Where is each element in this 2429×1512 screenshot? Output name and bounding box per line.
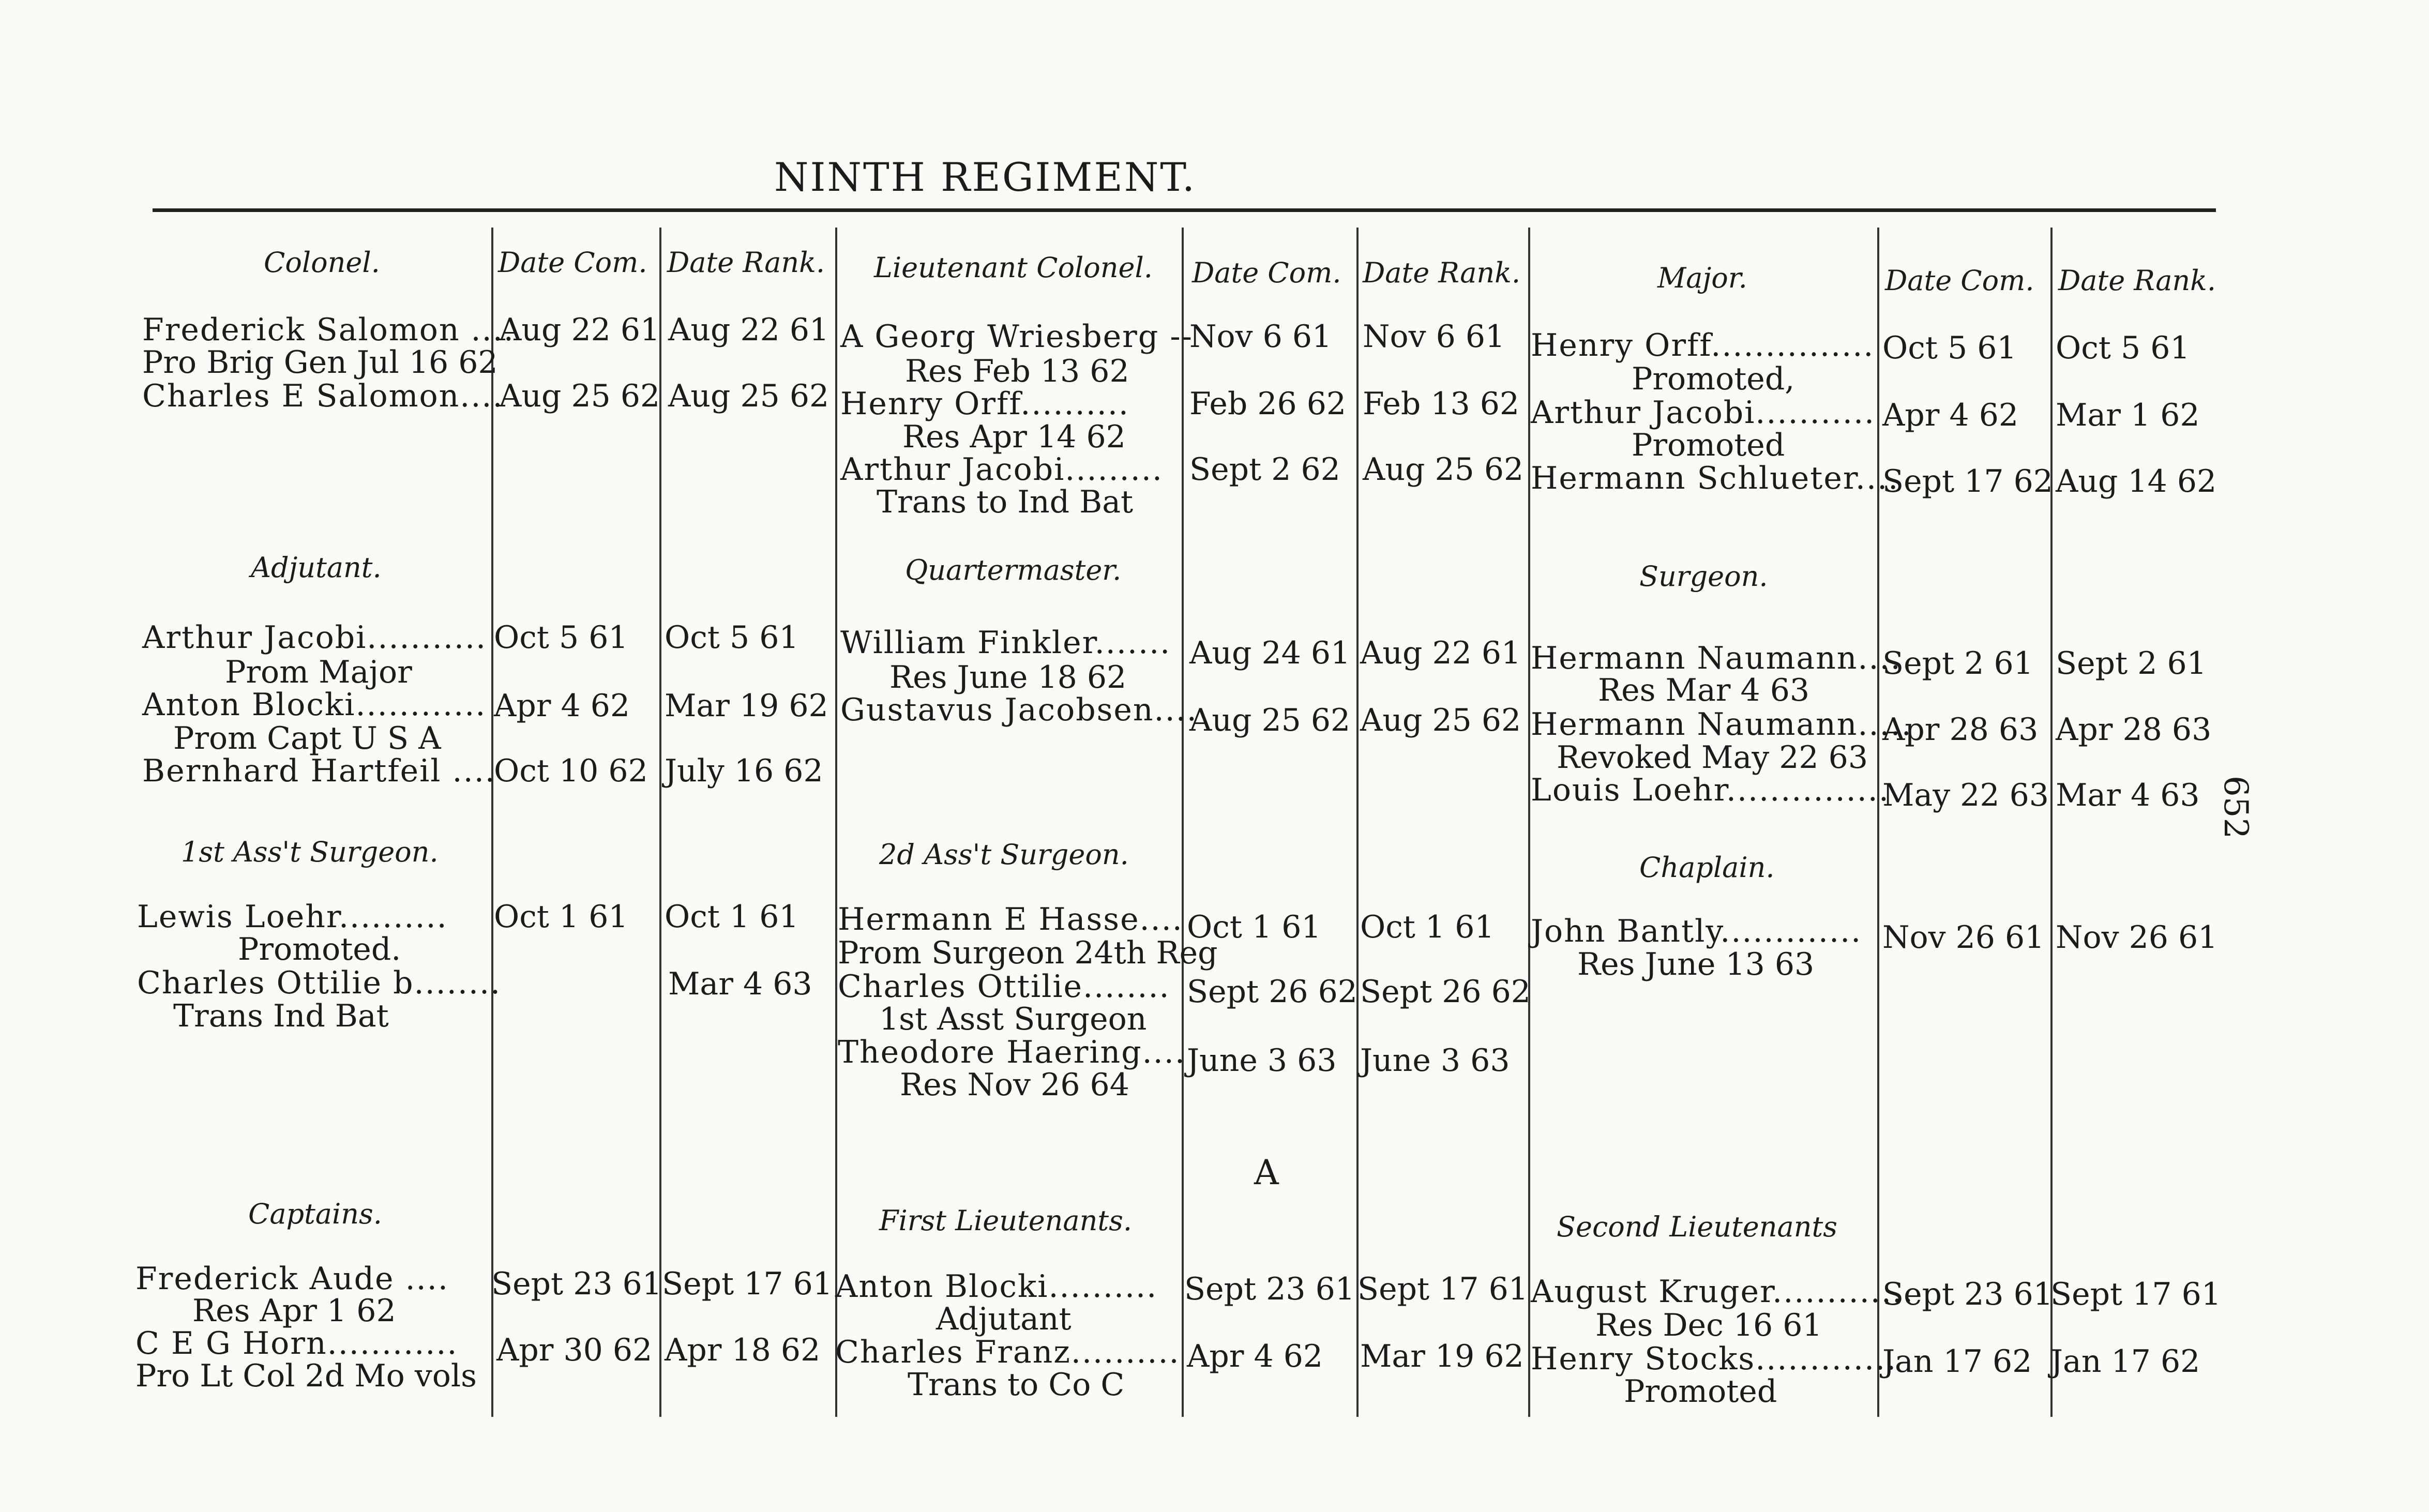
second-lieutenant-note: Res Dec 16 61: [1595, 1307, 1822, 1343]
date-com: Sept 23 61: [491, 1266, 662, 1302]
header-adjutant: Adjutant.: [251, 551, 382, 584]
date-com: Oct 10 62: [494, 753, 648, 789]
date-rank: Mar 4 63: [668, 966, 812, 1002]
lt-colonel-name: Arthur Jacobi.........: [840, 451, 1163, 488]
date-com: Oct 1 61: [1187, 909, 1321, 945]
header-date-com: Date Com.: [498, 246, 647, 279]
date-rank: Oct 1 61: [1360, 909, 1495, 945]
column-rule: [835, 228, 837, 1417]
column-rule: [2050, 228, 2053, 1417]
lt-colonel-note: Res Feb 13 62: [905, 353, 1129, 389]
date-rank: Oct 5 61: [2056, 330, 2190, 366]
date-com: Sept 26 62: [1187, 974, 1357, 1010]
header-colonel: Colonel.: [264, 246, 380, 279]
date-com: Nov 26 61: [1882, 919, 2045, 956]
quartermaster-note: Res June 18 62: [889, 659, 1127, 695]
date-rank: Aug 25 62: [1360, 702, 1521, 738]
header-quartermaster: Quartermaster.: [905, 554, 1122, 586]
date-rank: Aug 22 61: [1360, 635, 1521, 671]
quartermaster-name: William Finkler.......: [840, 625, 1171, 661]
first-lieutenant-name: Charles Franz..........: [835, 1334, 1180, 1370]
major-name: Henry Orff...............: [1531, 327, 1875, 364]
major-note: Promoted,: [1632, 361, 1795, 397]
date-rank: July 16 62: [665, 753, 823, 789]
lt-colonel-name: A Georg Wriesberg --: [840, 319, 1193, 355]
first-asst-surgeon-note: Trans Ind Bat: [173, 998, 389, 1034]
date-com: Nov 6 61: [1189, 319, 1332, 355]
date-rank: Nov 26 61: [2056, 919, 2218, 956]
second-lieutenant-name: August Kruger.............: [1531, 1274, 1914, 1310]
date-rank: Apr 18 62: [665, 1332, 821, 1368]
date-com: Sept 23 61: [1882, 1276, 2053, 1312]
date-rank: Mar 1 62: [2056, 397, 2200, 433]
first-asst-surgeon-name: Lewis Loehr..........: [137, 899, 448, 935]
date-rank: Aug 25 62: [668, 378, 829, 414]
header-date-com: Date Com.: [1885, 264, 2034, 297]
date-com: May 22 63: [1882, 777, 2049, 813]
company-letter: A: [1254, 1153, 1279, 1192]
second-asst-surgeon-name: Theodore Haering....: [838, 1034, 1186, 1070]
second-asst-surgeon-note: Res Nov 26 64: [900, 1067, 1129, 1103]
captain-note: Pro Lt Col 2d Mo vols: [135, 1358, 477, 1394]
colonel-name: Charles E Salomon....: [142, 378, 504, 414]
page-number: 652: [2216, 776, 2255, 839]
header-first-asst-surgeon: 1st Ass't Surgeon.: [181, 836, 439, 868]
header-second-asst-surgeon: 2d Ass't Surgeon.: [879, 838, 1129, 871]
header-chaplain: Chaplain.: [1639, 851, 1775, 884]
adjutant-name: Anton Blocki............: [142, 687, 487, 723]
major-name: Hermann Schlueter....: [1531, 460, 1899, 496]
lt-colonel-note: Res Apr 14 62: [902, 419, 1126, 455]
header-date-rank: Date Rank.: [1363, 256, 1521, 289]
adjutant-name: Arthur Jacobi...........: [142, 619, 487, 656]
second-asst-surgeon-name: Hermann E Hasse....: [838, 901, 1183, 938]
date-rank: Sept 17 61: [662, 1266, 833, 1302]
surgeon-name: Louis Loehr...............: [1531, 772, 1890, 808]
colonel-note: Pro Brig Gen Jul 16 62: [142, 344, 498, 381]
date-com: Apr 4 62: [1882, 397, 2019, 433]
date-com: Apr 4 62: [1187, 1338, 1323, 1374]
date-com: Sept 17 62: [1882, 463, 2053, 500]
captain-note: Res Apr 1 62: [192, 1293, 396, 1329]
header-lieutenant-colonel: Lieutenant Colonel.: [874, 251, 1153, 284]
date-com: Apr 4 62: [494, 688, 630, 724]
surgeon-name: Hermann Naumann.....: [1531, 706, 1912, 743]
second-lieutenant-note: Promoted: [1624, 1373, 1777, 1410]
header-date-com: Date Com.: [1192, 256, 1341, 289]
date-com: Aug 25 62: [499, 378, 660, 414]
date-com: June 3 63: [1187, 1042, 1337, 1079]
date-rank: Sept 26 62: [1360, 974, 1531, 1010]
date-rank: Sept 2 61: [2056, 645, 2207, 682]
header-date-rank: Date Rank.: [667, 246, 825, 279]
adjutant-note: Prom Major: [225, 654, 412, 690]
column-rule: [1356, 228, 1359, 1417]
column-rule: [1877, 228, 1879, 1417]
first-lieutenant-note: Trans to Co C: [908, 1367, 1125, 1403]
date-com: Aug 25 62: [1189, 702, 1351, 738]
header-first-lieutenants: First Lieutenants.: [879, 1204, 1132, 1237]
captain-name: C E G Horn............: [135, 1325, 458, 1362]
date-com: Oct 5 61: [494, 619, 628, 656]
date-com: Aug 22 61: [499, 312, 660, 348]
date-rank: Sept 17 61: [1357, 1271, 1528, 1307]
quartermaster-name: Gustavus Jacobsen....: [840, 692, 1198, 728]
date-com: Aug 24 61: [1189, 635, 1351, 671]
date-rank: Mar 19 62: [1360, 1338, 1524, 1374]
major-note: Promoted: [1632, 427, 1785, 463]
header-captains: Captains.: [248, 1198, 382, 1230]
date-rank: Mar 4 63: [2056, 777, 2200, 813]
date-rank: Aug 22 61: [668, 312, 829, 348]
adjutant-note: Prom Capt U S A: [173, 720, 441, 757]
second-asst-surgeon-name: Charles Ottilie........: [838, 969, 1170, 1005]
date-com: Apr 30 62: [496, 1332, 653, 1368]
header-date-rank: Date Rank.: [2058, 264, 2216, 297]
date-rank: Oct 5 61: [665, 619, 799, 656]
adjutant-name: Bernhard Hartfeil ....: [142, 753, 496, 789]
date-com: Oct 1 61: [494, 899, 628, 935]
date-com: Jan 17 62: [1882, 1343, 2032, 1380]
first-lieutenant-name: Anton Blocki..........: [835, 1268, 1158, 1305]
first-asst-surgeon-name: Charles Ottilie b........: [137, 965, 502, 1001]
date-com: Feb 26 62: [1189, 386, 1347, 422]
header-second-lieutenants: Second Lieutenants: [1557, 1211, 1837, 1243]
date-com: Apr 28 63: [1882, 712, 2039, 748]
surgeon-name: Hermann Naumann....: [1531, 640, 1902, 676]
second-asst-surgeon-note: 1st Asst Surgeon: [879, 1001, 1147, 1037]
first-lieutenant-note: Adjutant: [936, 1301, 1072, 1337]
captain-name: Frederick Aude ....: [135, 1261, 449, 1297]
date-com: Oct 5 61: [1882, 330, 2017, 366]
date-rank: Sept 17 61: [2050, 1276, 2221, 1312]
first-asst-surgeon-note: Promoted.: [238, 931, 401, 967]
date-rank: Apr 28 63: [2056, 712, 2212, 748]
date-rank: Aug 25 62: [1363, 451, 1524, 488]
title-rule: [153, 208, 2216, 212]
page-title: NINTH REGIMENT.: [774, 154, 1197, 200]
surgeon-note: Revoked May 22 63: [1557, 739, 1868, 776]
date-rank: Nov 6 61: [1363, 319, 1505, 355]
lt-colonel-name: Henry Orff..........: [840, 386, 1129, 422]
lt-colonel-note: Trans to Ind Bat: [877, 484, 1134, 520]
date-com: Sept 2 61: [1882, 645, 2033, 682]
colonel-name: Frederick Salomon ....: [142, 312, 515, 348]
surgeon-note: Res Mar 4 63: [1598, 672, 1810, 708]
second-asst-surgeon-note: Prom Surgeon 24th Reg: [838, 935, 1218, 971]
date-rank: Jan 17 62: [2050, 1343, 2200, 1380]
header-surgeon: Surgeon.: [1639, 560, 1768, 593]
second-lieutenant-name: Henry Stocks.............: [1531, 1341, 1897, 1377]
date-rank: Oct 1 61: [665, 899, 799, 935]
date-rank: Aug 14 62: [2056, 463, 2217, 500]
date-com: Sept 23 61: [1184, 1271, 1355, 1307]
date-rank: Feb 13 62: [1363, 386, 1520, 422]
header-major: Major.: [1657, 262, 1747, 294]
column-rule: [1528, 228, 1530, 1417]
chaplain-note: Res June 13 63: [1577, 946, 1815, 982]
date-rank: June 3 63: [1360, 1042, 1510, 1079]
date-com: Sept 2 62: [1189, 451, 1340, 488]
date-rank: Mar 19 62: [665, 688, 828, 724]
chaplain-name: John Bantly.............: [1531, 913, 1862, 949]
column-rule: [1182, 228, 1184, 1417]
major-name: Arthur Jacobi...........: [1531, 395, 1876, 431]
